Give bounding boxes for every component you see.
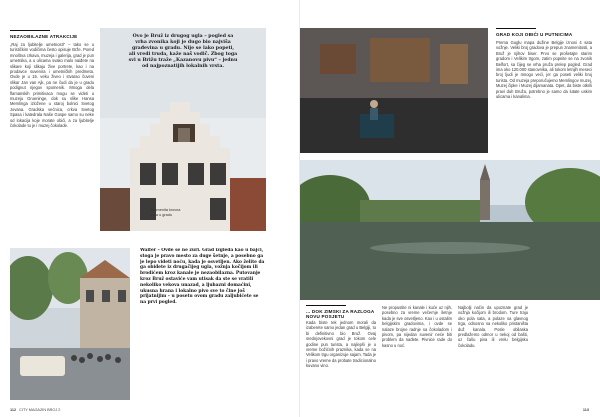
- section-header-left: NEZAOBILAZNE ATRAKCIJE: [10, 30, 94, 39]
- right-column-text: Prema Guglu mapa dužine Belgije iznosi 4 sata vožnje. Veliki broj gradova je prepun znamenitosti, a Bruž je njihov biser. Prvo se prošetajte starim gradom i Velikim trgom, zatim popnite se na zvonik Belfort, sa čijeg se vrha pruža prelep pogled. Grad ima oko 120.000 stanovnika, ali tokom letnjih meseci broj ljudi je mnogo veći, jer ga poseti veliki broj turista. Od muzeja preporučujemo Memlingov muzej, Muzej čipke i Muzej dijamanata. Opet, da biste otkrili pravi duh Bruža, potrebno je samo da lutate uskim ulicama i kanalima.: [496, 40, 592, 100]
- section-header-right: GRAD KOJI OBIĆI U PUTNICIMA: [496, 28, 592, 37]
- canal-illustration: [10, 248, 130, 400]
- right-page-number: 113: [582, 408, 589, 412]
- pull-quote: Walfer – Ovde se ne žuri. Grad izgleda kao u bajci, stoga je pravo mesto za duge šetnje, a posebno ga je lepo videti noću, kada je osvetljen. Ako želite da ga obiđete iz drugačijeg ugla, vožnja kočijom ili brodićem kroz kanale je nezaobilazna. Putovanje kroz Bruž ostaviće vam utisak da ste se vratili nekoliko vekova unazad, a ljubazni domaćini, ukusna hrana i lokalno pivo sve to čine još prijatnijim – u posetu ovom gradu zaljubićete se na prvi pogled.: [140, 248, 265, 306]
- lake-illustration: [300, 160, 600, 300]
- left-column-text: „Raj za ljubitelje umetnosti“ – tako se u turističkim vodičima često opisuje Brže. Pored mnoštva crkava, muzeja i galerija, grad je pun umetnika, a u ulicama svako malo naiđete na slikare koji slikaju žive portrete, kao i na prodavce suvenira i umetničkih predmeta. Ovde je u 15. veku živeo i stvarao čuveni slikar Jan van Ajk, pa ne čudi da je u gradu podignut njegov spomenik. Mnoga dela flamanskih primitivaca mogu se videti u muzeju Grueninge, dok su slike Hansa Memlinga izložene u staroj bolnici Svetog Jovana. Gradska većnica, crkva Svetog Spasa i katedrala Naše Gospe samo su neke od lokacija koje morate obići, a za ljubitelje čokolade tu je i muzej čokolade.: [10, 42, 94, 129]
- right-page: [300, 0, 600, 417]
- left-page-number: 112: [10, 408, 17, 412]
- section-header-bottom: ... DOK ZIMSKI ZA RAZLOGA NOVU POSJETU: [306, 305, 376, 319]
- lake-photo: [300, 160, 600, 300]
- bottom-column-1: Kada biste tek jednom morali da izaberete samo jedan grad u Belgiji, to bi definitivno bio Bruž. Ovaj srednjovekovni grad je tokom cele godine pun turista, a najlepši je u vreme božićnih praznika, kada se na Velikom trgu organizuje sajam. Tada je i pravo vreme da probate tradicionalno kuvano vino.: [306, 320, 376, 369]
- museum-illustration: [300, 28, 488, 153]
- right-footer: [583, 408, 592, 412]
- left-footer: [10, 408, 60, 412]
- magazine-name: CITY MAGAZIN BROJ 2: [19, 408, 61, 412]
- canal-photo: [10, 248, 130, 400]
- rooftop-side-caption: Znamenita krovna kuća u gradu: [150, 208, 181, 217]
- museum-photo: [300, 28, 488, 153]
- bottom-column-2: Ne propustite ni kanale i kuće uz njih, posebno za vreme večernje šetnje kada je sve osvetljeno. Kao i u ostalim belgijskim gradovima, i ovde se nalaze brojne radnje sa čokoladom i pivom, pa nijedan suvenir neće biti problem da nađete. Pivnice rade do kasno u noć.: [382, 305, 452, 348]
- bottom-column-3: Najbolji način da upoznate grad je vožnja kočijom ili brodom. Ture traju oko pola sata, a polaze sa glavnog trga, odnosno sa nekoliko pristaništa duž kanala. Posle obilaska predlažemo odmor u nekoj od bašti, uz čašu piva ili vrelu belgijsku čokoladu.: [458, 305, 528, 348]
- rooftop-photo-caption: Ovo je Bruž iz drugog ugla – pogled sa vrha zvonika koji je dugo bio najviša građevina u gradu. Nije se lako popeti, ali vredi truda, kaže naš vodič. Zbog toga svi u Brižu traže „Kazanovu pivu“ – jednu od najpoznatijih lokalnih vrsta.: [128, 34, 238, 69]
